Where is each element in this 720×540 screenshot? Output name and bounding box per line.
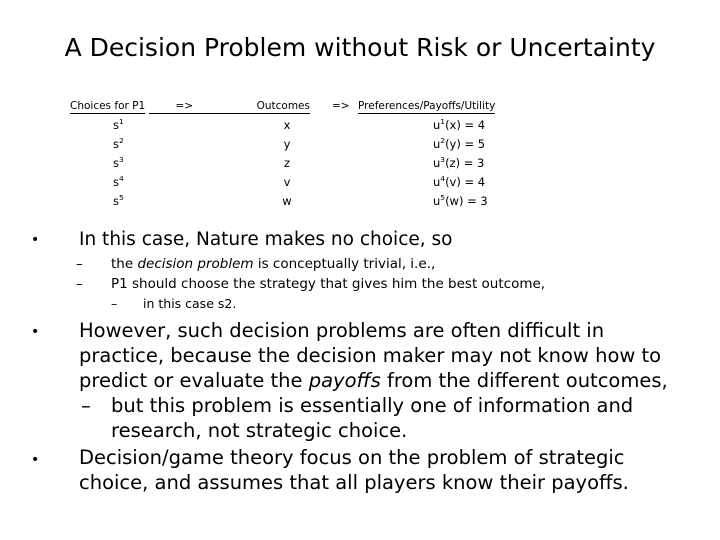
- bullet-3-line-2: choice, and assumes that all players know their payoffs.: [79, 471, 629, 494]
- outcome-cell: x: [283, 118, 291, 132]
- dash-marker: –: [81, 394, 91, 417]
- utility-cell: $u^1(x) = 4$: [433, 117, 486, 132]
- dash-marker: –: [76, 256, 83, 272]
- strategy-cell: $s^2$: [113, 136, 124, 151]
- header-preferences: Preferences/Payoffs/Utility: [358, 100, 496, 112]
- utility-column: [433, 116, 488, 211]
- utility-cell: $u^3(z) = 3$: [433, 155, 485, 170]
- bullet-3-line-1: Decision/game theory focus on the problem of strategic: [79, 446, 625, 469]
- bullet-2-line-2: practice, because the decision maker may not know how to: [79, 344, 662, 367]
- dash-marker: –: [76, 276, 83, 292]
- bullet-2-sub-line-1: but this problem is essentially one of information and: [111, 394, 634, 417]
- bullet-1-sub-3: in this case s2.: [143, 296, 237, 311]
- bullet-1-sub-2: P1 should choose the strategy that gives him the best outcome,: [111, 276, 546, 292]
- header-arrow-2: =>: [332, 100, 350, 112]
- utility-cell: $u^2(y) = 5$: [433, 136, 486, 151]
- strategy-cell: $s^5$: [113, 193, 124, 208]
- strategy-cell: $s^3$: [113, 155, 124, 170]
- dash-marker: –: [111, 296, 118, 311]
- bullet-marker: •: [31, 232, 40, 248]
- bullet-marker: •: [31, 324, 40, 340]
- outcome-cell: y: [283, 137, 291, 151]
- utility-cell: $u^5(w) = 3$: [433, 193, 488, 208]
- bullet-1-sub-1: the decision problem is conceptually trivial, i.e.,: [111, 256, 436, 272]
- outcome-cell: v: [283, 175, 291, 189]
- strategy-column: [113, 116, 124, 211]
- bullet-2-sub-line-2: research, not strategic choice.: [111, 419, 408, 442]
- strategy-cell: $s^1$: [113, 117, 124, 132]
- header-choices: Choices for P1: [70, 100, 146, 112]
- utility-cell: $u^4(v) = 4$: [433, 174, 486, 189]
- strategy-cell: $s^4$: [113, 174, 124, 189]
- slide-title: A Decision Problem without Risk or Uncertainty: [64, 33, 656, 62]
- bullet-2-line-3: predict or evaluate the payoffs from the different outcomes,: [79, 369, 668, 392]
- header-arrow-1: =>: [149, 100, 193, 114]
- header-outcomes: Outcomes: [193, 100, 310, 114]
- outcome-cell: z: [283, 156, 291, 170]
- outcome-cell: w: [282, 194, 292, 208]
- bullet-1-text: In this case, Nature makes no choice, so: [79, 229, 453, 250]
- bullet-marker: •: [31, 452, 40, 468]
- bullet-2-line-1: However, such decision problems are often difficult in: [79, 319, 605, 342]
- outcome-column: [276, 116, 298, 211]
